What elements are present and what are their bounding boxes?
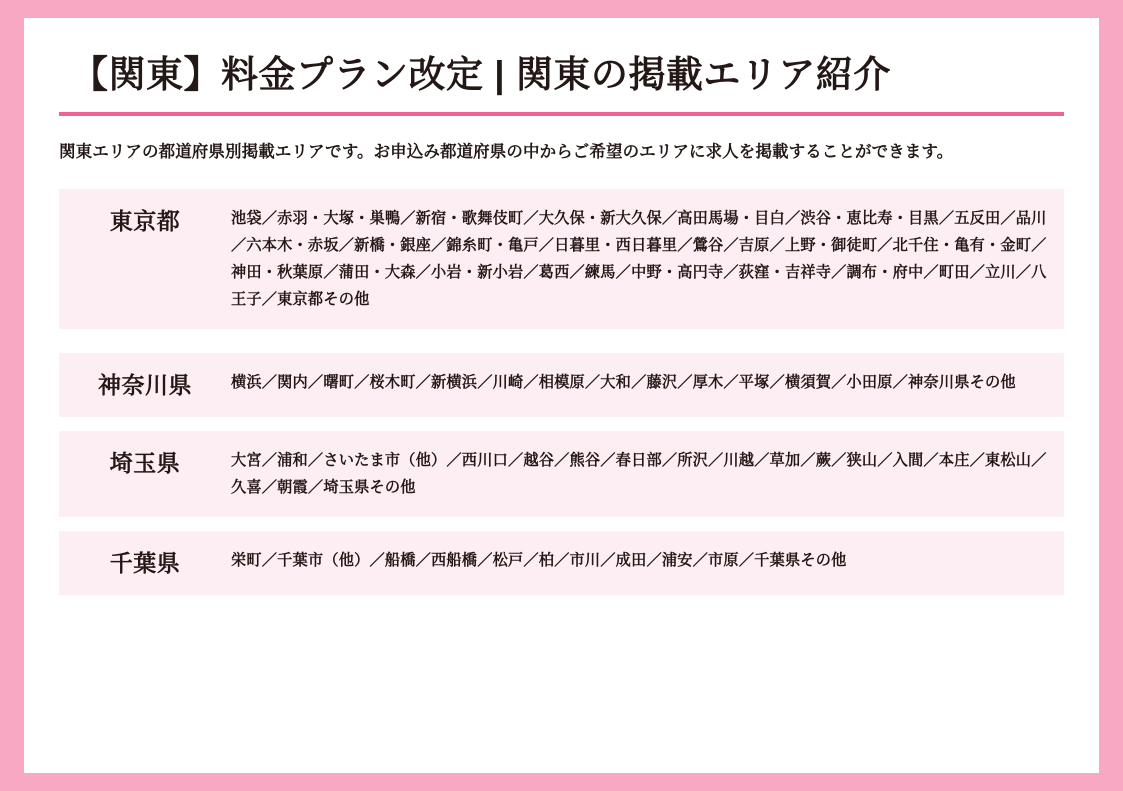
row-spacer xyxy=(59,343,1064,353)
area-row-saitama xyxy=(59,431,1064,517)
prefecture-area-list: 池袋／赤羽・大塚・巣鴨／新宿・歌舞伎町／大久保・新大久保／高田馬場・目白／渋谷・恵比寿・目黒／五反田／品川／六本木・赤坂／新橋・銀座／錦糸町・亀戸／日暮里・西日暮里／鶯谷／吉原／上野・御徒町／北千住・亀有・金町／神田・秋葉原／蒲田・大森／小岩・新小岩／葛西／練馬／中野・高円寺／荻窪・吉祥寺／調布・府中／町田／立川／八王子／東京都その他 xyxy=(231,210,1047,309)
area-row-chiba xyxy=(59,531,1064,595)
area-row-tokyo xyxy=(59,189,1064,329)
prefecture-name: 埼玉県 xyxy=(109,450,181,477)
prefecture-name: 千葉県 xyxy=(109,550,181,577)
document-content xyxy=(59,52,1064,609)
prefecture-area-list: 大宮／浦和／さいたま市（他）／西川口／越谷／熊谷／春日部／所沢／川越／草加／蕨／狭山／入間／本庄／東松山／久喜／朝霞／埼玉県その他 xyxy=(231,452,1047,497)
page-title: 【関東】料金プラン改定 | 関東の掲載エリア紹介 xyxy=(71,54,891,95)
prefecture-area-list: 横浜／関内／曙町／桜木町／新横浜／川崎／相模原／大和／藤沢／厚木／平塚／横須賀／小田原／神奈川県その他 xyxy=(231,374,1016,392)
area-row-kanagawa xyxy=(59,353,1064,417)
prefecture-area-list: 栄町／千葉市（他）／船橋／西船橋／松戸／柏／市川／成田／浦安／市原／千葉県その他 xyxy=(231,552,847,570)
title-divider xyxy=(59,112,1064,116)
prefecture-name: 東京都 xyxy=(109,208,181,235)
prefecture-name: 神奈川県 xyxy=(98,372,192,399)
document-page xyxy=(24,18,1099,773)
lead-paragraph: 関東エリアの都道府県別掲載エリアです。お申込み都道府県の中からご希望のエリアに求人を掲載することができます。 xyxy=(59,143,954,162)
